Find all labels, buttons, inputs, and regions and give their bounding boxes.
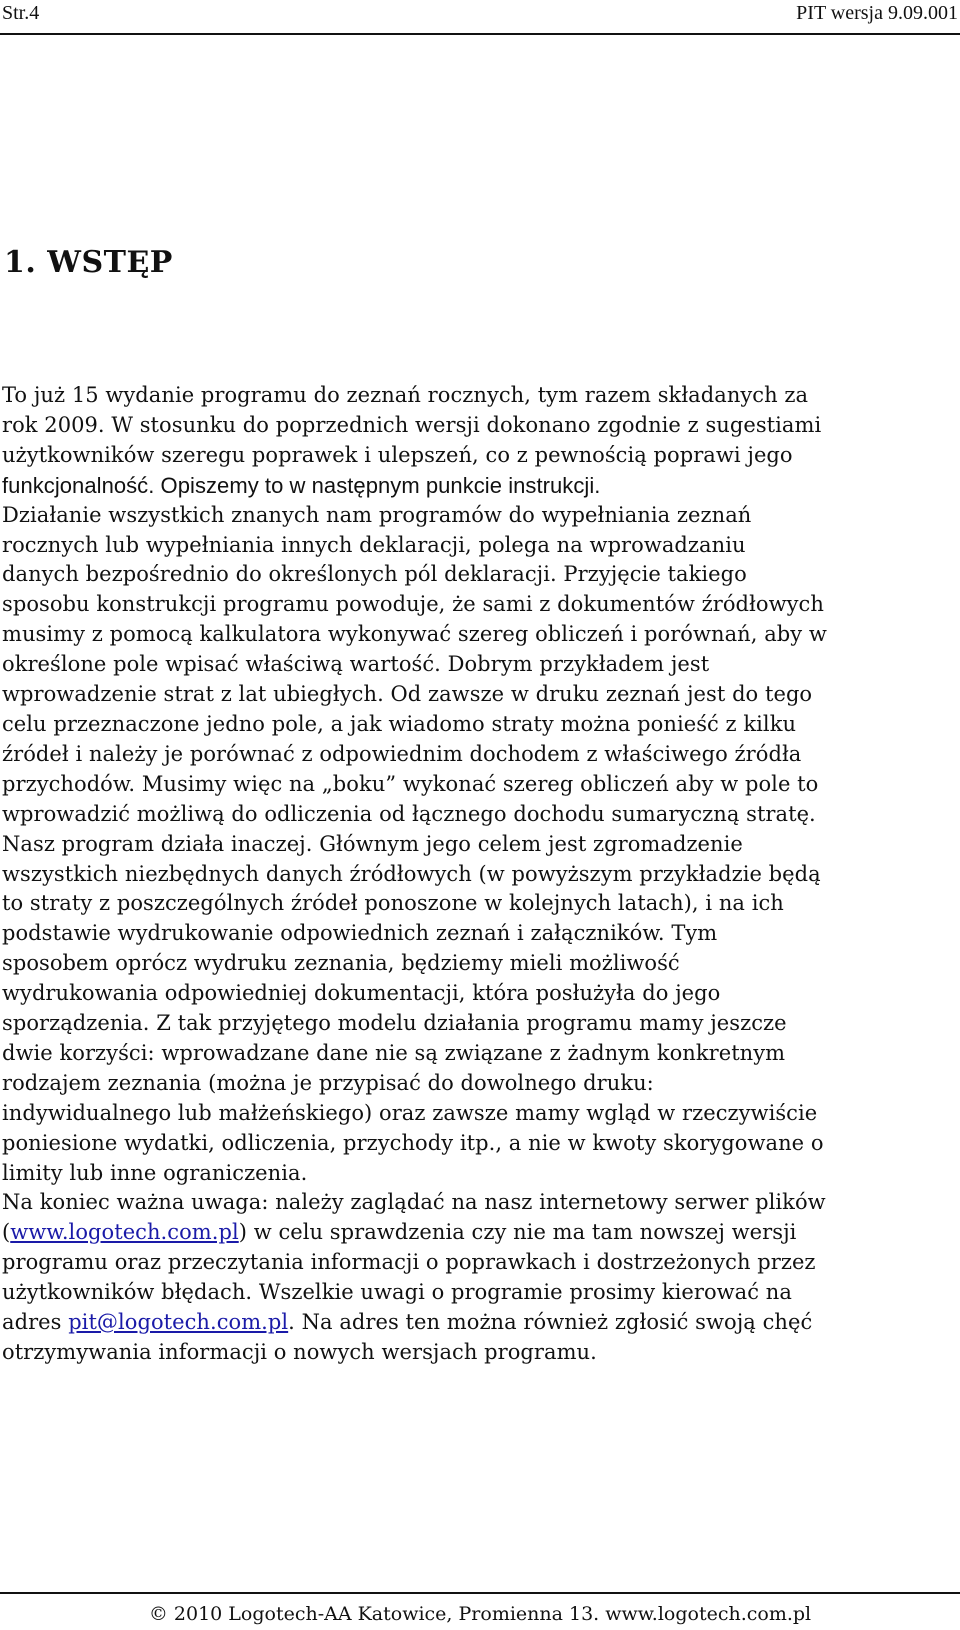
paragraph-line: poniesione wydatki, odliczenia, przychody itp., a nie w kwoty skorygowane o bbox=[2, 1130, 824, 1155]
paren-open: ( bbox=[2, 1220, 11, 1245]
paragraph-line: indywidualnego lub małżeńskiego) oraz zawsze mamy wgląd w rzeczywiście bbox=[2, 1100, 818, 1125]
paragraph-line: rodzajem zeznania (można je przypisać do dowolnego druku: bbox=[2, 1070, 654, 1095]
paragraph-line: źródeł i należy je porównać z odpowiednim dochodem z właściwego źródła bbox=[2, 741, 802, 766]
page-number: Str.4 bbox=[2, 2, 40, 24]
page-header bbox=[0, 0, 960, 30]
paragraph-line: Działanie wszystkich znanych nam programów do wypełniania zeznań bbox=[2, 502, 752, 527]
paragraph-line bbox=[2, 1218, 958, 1248]
paragraph-line: wszystkich niezbędnych danych źródłowych (w powyższym przykładzie będą bbox=[2, 861, 821, 886]
paragraph-line: podstawie wydrukowanie odpowiednich zeznań i załączników. Tym bbox=[2, 921, 718, 946]
paragraph-text: ) w celu sprawdzenia czy nie ma tam nowszej wersji bbox=[238, 1220, 797, 1245]
paragraph-line: funkcjonalność. Opiszemy to w następnym punkcie instrukcji. bbox=[2, 472, 601, 498]
section-heading: 1. WSTĘP bbox=[4, 245, 173, 280]
paragraph-line: wydrukowania odpowiedniej dokumentacji, która posłużyła do jego bbox=[2, 981, 721, 1006]
paragraph-line: to straty z poszczególnych źródeł ponoszone w kolejnych latach), i na ich bbox=[2, 891, 784, 916]
section-body bbox=[2, 381, 958, 1368]
paragraph-line: dwie korzyści: wprowadzane dane nie są związane z żadnym konkretnym bbox=[2, 1040, 786, 1065]
paragraph-line: sporządzenia. Z tak przyjętego modelu działania programu mamy jeszcze bbox=[2, 1011, 787, 1036]
email-link[interactable]: pit@logotech.com.pl bbox=[68, 1310, 289, 1335]
paragraph-line: musimy z pomocą kalkulatora wykonywać szereg obliczeń i porównań, aby w bbox=[2, 622, 827, 647]
paragraph-line: sposobu konstrukcji programu powoduje, że sami z dokumentów źródłowych bbox=[2, 592, 824, 617]
paragraph-line: limity lub inne ograniczenia. bbox=[2, 1160, 308, 1185]
paragraph-line: To już 15 wydanie programu do zeznań rocznych, tym razem składanych za bbox=[2, 383, 809, 407]
paragraph-line: określone pole wpisać właściwą wartość. Dobrym przykładem jest bbox=[2, 652, 710, 677]
paragraph-line bbox=[2, 1308, 958, 1338]
footer-divider bbox=[0, 1592, 960, 1594]
paragraph-line: rok 2009. W stosunku do poprzednich wersji dokonano zgodnie z sugestiami bbox=[2, 412, 822, 437]
paragraph-line: celu przeznaczone jedno pole, a jak wiadomo straty można ponieść z kilku bbox=[2, 711, 797, 736]
paragraph-line: wprowadzić możliwą do odliczenia od łącznego dochodu sumaryczną stratę. bbox=[2, 801, 816, 826]
paragraph-line: rocznych lub wypełniania innych deklaracji, polega na wprowadzaniu bbox=[2, 532, 746, 557]
page-footer: © 2010 Logotech-AA Katowice, Promienna 13. www.logotech.com.pl bbox=[148, 1603, 812, 1625]
paragraph-line: Nasz program działa inaczej. Głównym jego celem jest zgromadzenie bbox=[2, 831, 743, 856]
paragraph-line: programu oraz przeczytania informacji o poprawkach i dostrzeżonych przez bbox=[2, 1250, 816, 1275]
paragraph-line: Na koniec ważna uwaga: należy zaglądać na nasz internetowy serwer plików bbox=[2, 1190, 826, 1215]
paragraph-line: użytkowników szeregu poprawek i ulepszeń, co z pewnością poprawi jego bbox=[2, 442, 793, 467]
paragraph-text: adres bbox=[2, 1310, 69, 1335]
paragraph-line: otrzymywania informacji o nowych wersjach programu. bbox=[2, 1340, 597, 1364]
paragraph-line: danych bezpośrednio do określonych pól deklaracji. Przyjęcie takiego bbox=[2, 562, 747, 587]
paragraph-line: sposobem oprócz wydruku zeznania, będziemy mieli możliwość bbox=[2, 951, 680, 976]
website-link[interactable]: www.logotech.com.pl bbox=[10, 1220, 239, 1245]
paragraph-text: . Na adres ten można również zgłosić swoją chęć bbox=[288, 1310, 813, 1335]
header-divider bbox=[0, 33, 960, 35]
version-label: PIT wersja 9.09.001 bbox=[796, 2, 958, 24]
paragraph-line: przychodów. Musimy więc na „boku” wykonać szereg obliczeń aby w pole to bbox=[2, 771, 819, 796]
paragraph-line: użytkowników błędach. Wszelkie uwagi o programie prosimy kierować na bbox=[2, 1280, 792, 1305]
paragraph-line: wprowadzenie strat z lat ubiegłych. Od zawsze w druku zeznań jest do tego bbox=[2, 682, 813, 707]
